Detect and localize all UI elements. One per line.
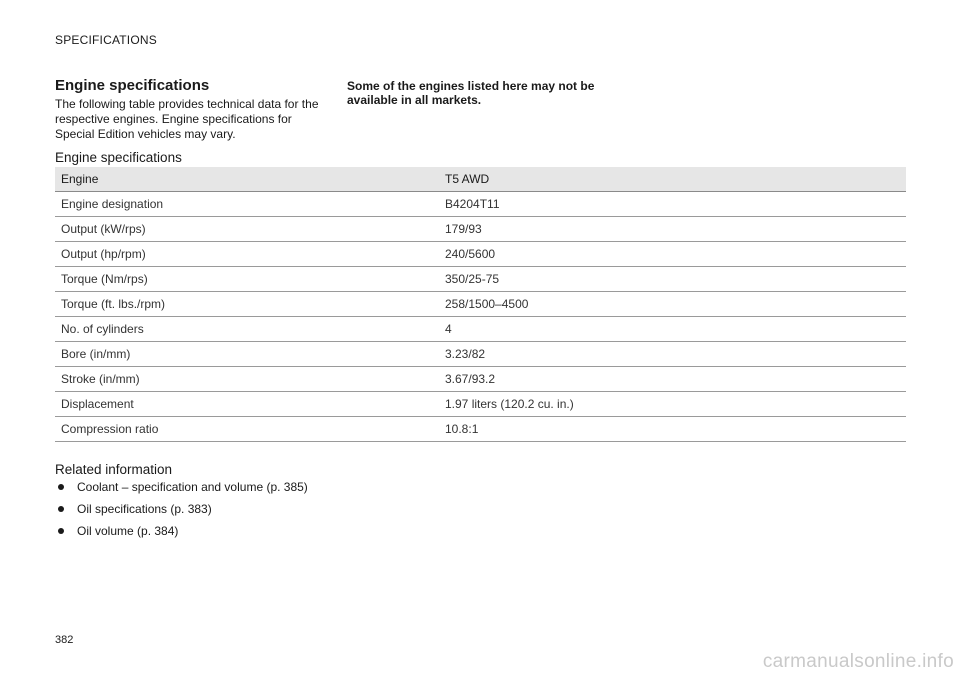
column-header-engine: Engine xyxy=(55,167,439,192)
spec-value: 4 xyxy=(439,317,906,342)
intro-paragraph: The following table provides technical data for the respective engines. Engine specifications for Special Edition vehicles may vary. xyxy=(55,97,319,141)
spec-value: 350/25-75 xyxy=(439,267,906,292)
market-availability-note: Some of the engines listed here may not be available in all markets. xyxy=(347,79,595,107)
spec-value: 3.23/82 xyxy=(439,342,906,367)
table-row xyxy=(55,367,906,392)
spec-label: Output (kW/rps) xyxy=(55,217,439,242)
page-title: Engine specifications xyxy=(55,77,210,94)
spec-value: 10.8:1 xyxy=(439,417,906,442)
table-header-row xyxy=(55,167,906,192)
list-item xyxy=(55,524,308,546)
spec-value: B4204T11 xyxy=(439,192,906,217)
spec-label: Compression ratio xyxy=(55,417,439,442)
spec-label: Stroke (in/mm) xyxy=(55,367,439,392)
spec-value: 179/93 xyxy=(439,217,906,242)
spec-value: 3.67/93.2 xyxy=(439,367,906,392)
spec-label: Displacement xyxy=(55,392,439,417)
related-link-oil-volume[interactable]: Oil volume (p. 384) xyxy=(77,524,179,538)
related-links-list xyxy=(55,480,308,546)
spec-value: 240/5600 xyxy=(439,242,906,267)
bullet-icon xyxy=(58,506,64,512)
list-item xyxy=(55,502,308,524)
spec-label: Torque (ft. lbs./rpm) xyxy=(55,292,439,317)
table-row xyxy=(55,267,906,292)
list-item xyxy=(55,480,308,502)
watermark: carmanualsonline.info xyxy=(762,651,954,672)
table-row xyxy=(55,392,906,417)
bullet-icon xyxy=(58,484,64,490)
related-link-coolant[interactable]: Coolant – specification and volume (p. 385) xyxy=(77,480,308,494)
table-caption: Engine specifications xyxy=(55,150,182,165)
spec-value: 258/1500–4500 xyxy=(439,292,906,317)
table-row xyxy=(55,192,906,217)
related-link-oil-specifications[interactable]: Oil specifications (p. 383) xyxy=(77,502,212,516)
table-row xyxy=(55,217,906,242)
section-header-label: SPECIFICATIONS xyxy=(55,33,157,47)
table-row xyxy=(55,342,906,367)
table-row xyxy=(55,417,906,442)
table-row xyxy=(55,317,906,342)
bullet-icon xyxy=(58,528,64,534)
spec-label: Output (hp/rpm) xyxy=(55,242,439,267)
spec-label: Torque (Nm/rps) xyxy=(55,267,439,292)
related-information-title: Related information xyxy=(55,462,173,477)
spec-label: Bore (in/mm) xyxy=(55,342,439,367)
page-number: 382 xyxy=(55,634,74,646)
spec-label: No. of cylinders xyxy=(55,317,439,342)
table-row xyxy=(55,292,906,317)
spec-label: Engine designation xyxy=(55,192,439,217)
engine-specs-table xyxy=(55,167,906,442)
table-row xyxy=(55,242,906,267)
spec-value: 1.97 liters (120.2 cu. in.) xyxy=(439,392,906,417)
column-header-model: T5 AWD xyxy=(439,167,906,192)
